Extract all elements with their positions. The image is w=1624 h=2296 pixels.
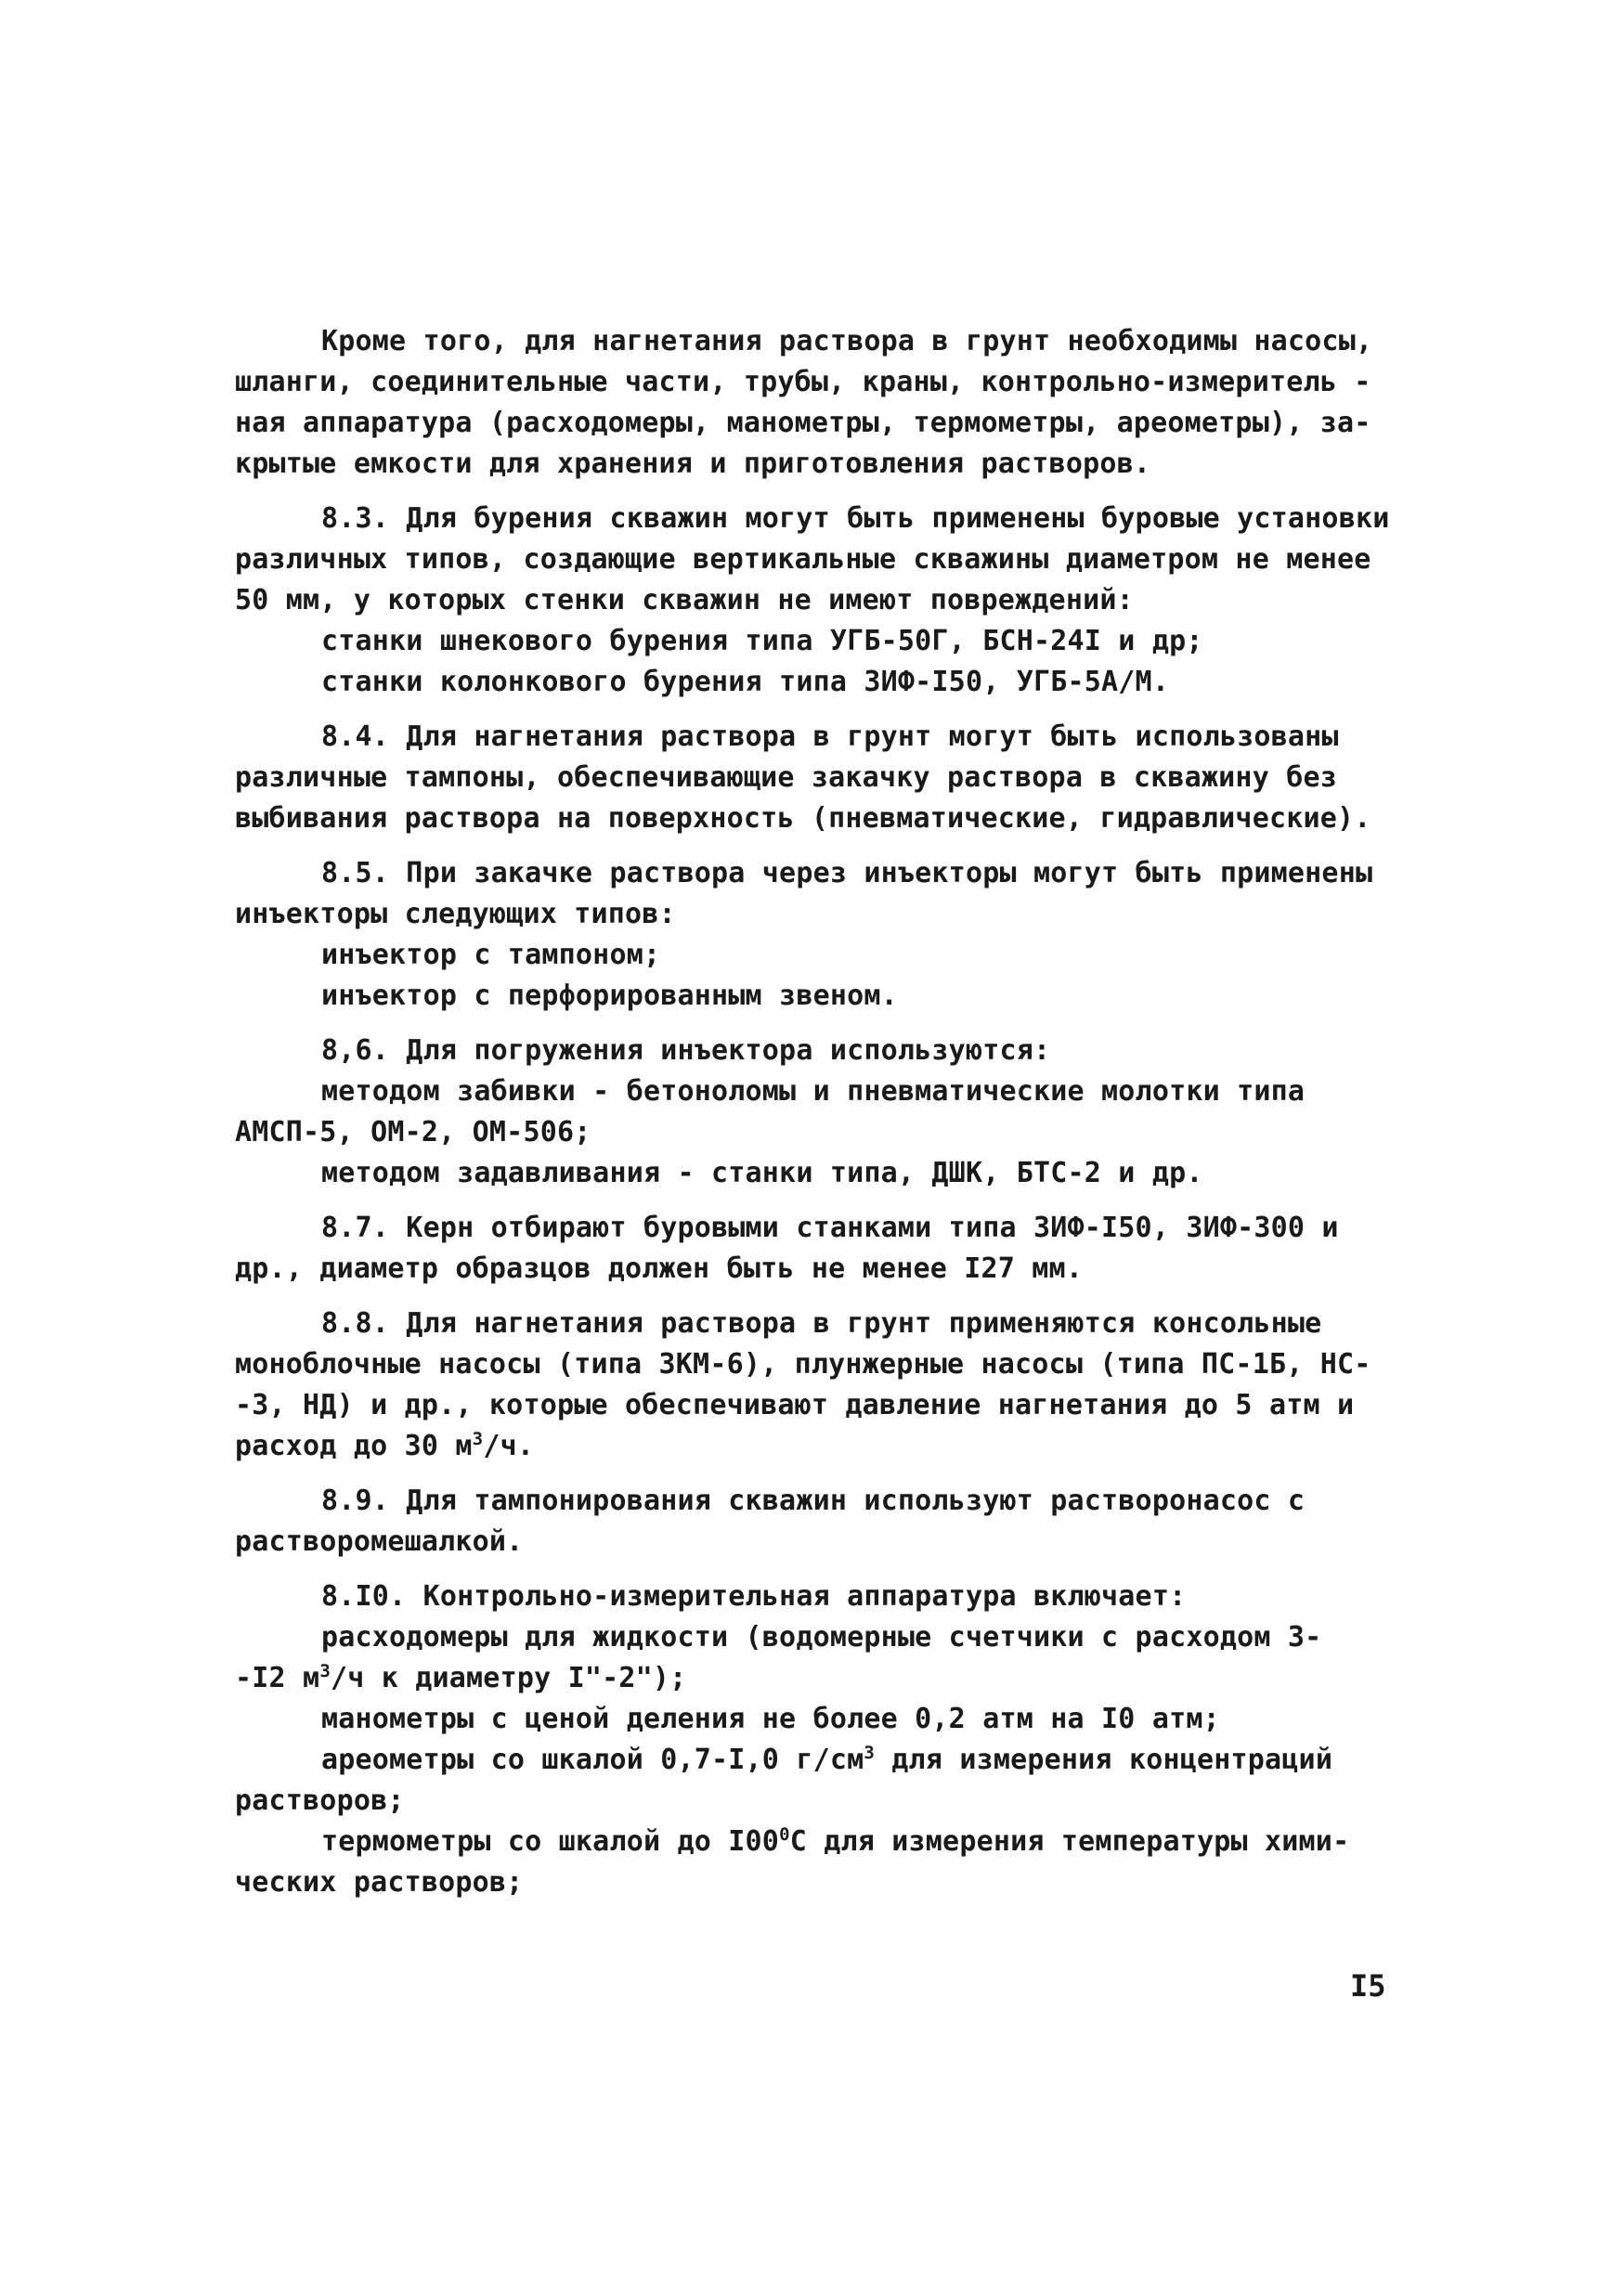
text-fragment: ареометры со шкалой 0,7-I,0 г/см: [321, 1744, 864, 1776]
document-body: [235, 321, 1407, 1903]
text-line: [235, 1426, 1407, 1467]
text-line: 8.4. Для нагнетания раствора в грунт могут быть использованы: [321, 720, 1339, 753]
paragraph-8-6: [235, 1031, 1407, 1194]
text-line: ческих растворов;: [235, 1866, 524, 1899]
paragraph-8-10: [235, 1576, 1407, 1903]
text-fragment: для измерения концентраций: [875, 1744, 1333, 1776]
paragraph-8-4: [235, 717, 1407, 839]
text-line: станки колонкового бурения типа ЗИФ-I50, УГБ-5А/М.: [321, 666, 1170, 698]
superscript: 3: [472, 1429, 484, 1449]
text-line: инъекторы следующих типов:: [235, 898, 676, 930]
text-line: моноблочные насосы (типа ЗКМ-6), плунжерные насосы (типа ПС-1Б, НС-: [235, 1348, 1371, 1381]
text-line: 8.8. Для нагнетания раствора в грунт применяются консольные: [321, 1307, 1322, 1340]
text-line: растворов;: [235, 1784, 405, 1817]
text-line: [235, 1740, 1407, 1781]
text-line: различные тампоны, обеспечивающие закачку раствора в скважину без: [235, 761, 1337, 794]
paragraph-8-3: [235, 499, 1407, 703]
superscript: 3: [864, 1743, 876, 1763]
text-fragment: С для измерения температуры хими-: [789, 1825, 1350, 1858]
text-line: 8.I0. Контрольно-измерительная аппаратура включает:: [321, 1580, 1187, 1613]
paragraph-8-7: [235, 1208, 1407, 1290]
paragraph-8-9: [235, 1481, 1407, 1563]
superscript: 0: [779, 1824, 790, 1845]
text-line: 8.7. Керн отбирают буровыми станками типа ЗИФ-I50, ЗИФ-300 и: [321, 1212, 1339, 1244]
text-line: расходомеры для жидкости (водомерные счетчики с расходом 3-: [321, 1621, 1322, 1654]
text-line: 8.3. Для бурения скважин могут быть применены буровые установки: [321, 502, 1390, 535]
text-fragment: -I2 м: [235, 1662, 320, 1694]
text-line: 8.5. При закачке раствора через инъекторы могут быть применены: [321, 857, 1373, 889]
text-line: различных типов, создающие вертикальные скважины диаметром не менее: [235, 543, 1371, 576]
text-line: [235, 1822, 1407, 1862]
text-line: растворомешалкой.: [235, 1525, 524, 1558]
paragraph-intro: [235, 321, 1407, 485]
paragraph-8-8: [235, 1304, 1407, 1467]
text-line: 8,6. Для погружения инъектора используются:: [321, 1034, 1051, 1067]
text-line: инъектор с тампоном;: [321, 939, 661, 971]
text-line: станки шнекового бурения типа УГБ-50Г, БСН-24I и др;: [321, 625, 1203, 657]
text-line: 50 мм, у которых стенки скважин не имеют повреждений:: [235, 584, 1134, 616]
page-number: I5: [1350, 1968, 1386, 2004]
text-line: манометры с ценой деления не более 0,2 атм на I0 атм;: [321, 1703, 1220, 1735]
text-line: ная аппаратура (расходомеры, манометры, термометры, ареометры), за-: [235, 407, 1371, 439]
text-fragment: расход до 30 м: [235, 1430, 473, 1462]
text-line: -3, НД) и др., которые обеспечивают давление нагнетания до 5 атм и: [235, 1389, 1355, 1421]
text-line: методом задавливания - станки типа, ДШК, БТС-2 и др.: [321, 1157, 1203, 1189]
text-fragment: /ч к диаметру I"-2");: [330, 1662, 687, 1694]
text-line: выбивания раствора на поверхность (пневматические, гидравлические).: [235, 802, 1371, 835]
text-line: Кроме того, для нагнетания раствора в грунт необходимы насосы,: [321, 325, 1373, 357]
text-line: методом забивки - бетоноломы и пневматические молотки типа: [321, 1075, 1306, 1108]
paragraph-8-5: [235, 853, 1407, 1017]
superscript: 3: [319, 1661, 331, 1681]
text-line: инъектор с перфорированным звеном.: [321, 979, 898, 1012]
text-line: АМСП-5, ОМ-2, ОМ-506;: [235, 1116, 591, 1148]
text-fragment: термометры со шкалой до I00: [321, 1825, 780, 1858]
text-line: шланги, соединительные части, трубы, краны, контрольно-измеритель -: [235, 366, 1371, 398]
text-line: крытые емкости для хранения и приготовления растворов.: [235, 448, 1151, 480]
text-line: [235, 1658, 1407, 1699]
text-line: 8.9. Для тампонирования скважин используют растворонасос с: [321, 1485, 1306, 1517]
text-line: др., диаметр образцов должен быть не менее I27 мм.: [235, 1252, 1084, 1285]
text-fragment: /ч.: [483, 1430, 535, 1462]
